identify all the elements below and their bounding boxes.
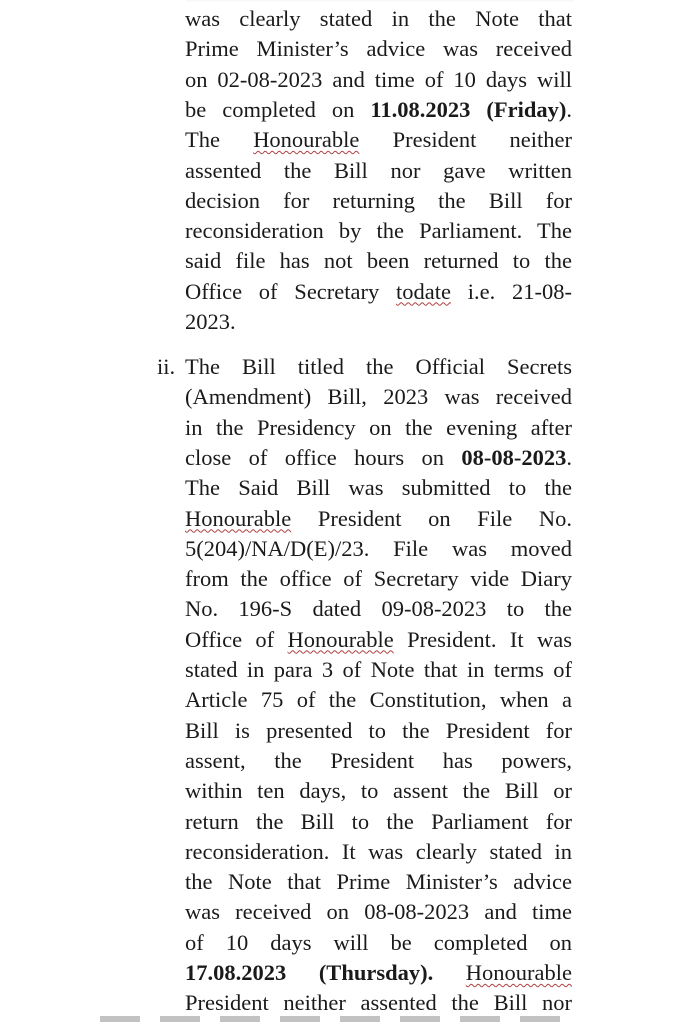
paragraph-i-line: reconsideration by the Parliament. The — [185, 218, 572, 244]
paragraph-ii-line: close of office hours on 08-08-2023. — [185, 444, 572, 470]
paragraph-ii-line: No. 196-S dated 09-08-2023 to the — [185, 596, 572, 622]
spellcheck-underlined-word: todate — [396, 278, 451, 304]
paragraph-ii-line: of 10 days will be completed on — [185, 929, 572, 955]
bold-text: 17.08.2023 (Thursday). — [185, 960, 434, 985]
paragraph-i-line: Office of Secretary todate i.e. 21-08- — [185, 278, 572, 304]
paragraph-ii-line: Office of Honourable President. It was — [185, 626, 572, 652]
paragraph-i-line: be completed on 11.08.2023 (Friday). — [185, 96, 572, 122]
paragraph-ii-line: (Amendment) Bill, 2023 was received — [185, 384, 572, 410]
paragraph-ii-line: assent, the President has powers, — [185, 747, 572, 773]
list-marker-ii: ii. — [157, 354, 176, 379]
paragraph-ii-line: stated in para 3 of Note that in terms of — [185, 657, 572, 682]
spellcheck-underlined-word: Honourable — [465, 960, 572, 985]
paragraph-ii-line: in the Presidency on the evening after — [185, 414, 572, 440]
paragraph-i-line: Prime Minister’s advice was received — [185, 36, 572, 62]
paragraph-i-line: said file has not been returned to the — [185, 248, 572, 274]
paragraph-ii-line: Article 75 of the Constitution, when a — [185, 687, 572, 713]
paragraph-ii-line: the Note that Prime Minister’s advice — [185, 869, 572, 895]
spellcheck-underlined-word: Honourable — [253, 127, 360, 153]
paragraph-ii-line: Bill is presented to the President for — [185, 717, 572, 743]
paragraph-i-line: on 02-08-2023 and time of 10 days will — [185, 66, 572, 92]
paragraph-ii-line: Honourable President on File No. — [185, 505, 572, 531]
bold-text: 11.08.2023 (Friday) — [370, 96, 567, 122]
paragraph-ii-line: return the Bill to the Parliament for — [185, 808, 572, 834]
paragraph-ii-line: was received on 08-08-2023 and time — [185, 899, 572, 925]
paragraph-i-line: decision for returning the Bill for — [185, 187, 572, 213]
paragraph-ii-line: The Said Bill was submitted to the — [185, 475, 572, 501]
paragraph-ii-line: 5(204)/NA/D(E)/23. File was moved — [185, 535, 572, 561]
paragraph-ii-line: from the office of Secretary vide Diary — [185, 566, 572, 592]
bold-text: 08-08-2023 — [461, 444, 567, 470]
paragraph-ii-line: within ten days, to assent the Bill or — [185, 778, 572, 804]
paragraph-i-line: assented the Bill nor gave written — [185, 157, 572, 183]
paragraph-ii-line: reconsideration. It was clearly stated in — [185, 838, 572, 864]
bottom-cut-off-text — [100, 1016, 580, 1022]
paragraph-ii-line: The Bill titled the Official Secrets — [185, 354, 572, 379]
paragraph-ii-line — [185, 958, 572, 988]
spellcheck-underlined-word: Honourable — [287, 626, 394, 652]
paragraph-ii-line: President neither assented the Bill nor — [185, 990, 572, 1016]
spellcheck-underlined-word: Honourable — [185, 505, 292, 531]
top-cut-off-text — [186, 0, 574, 2]
paragraph-i-line: was clearly stated in the Note that — [185, 6, 572, 31]
paragraph-i-line: 2023. — [185, 309, 236, 334]
paragraph-i-line: The Honourable President neither — [185, 127, 572, 153]
